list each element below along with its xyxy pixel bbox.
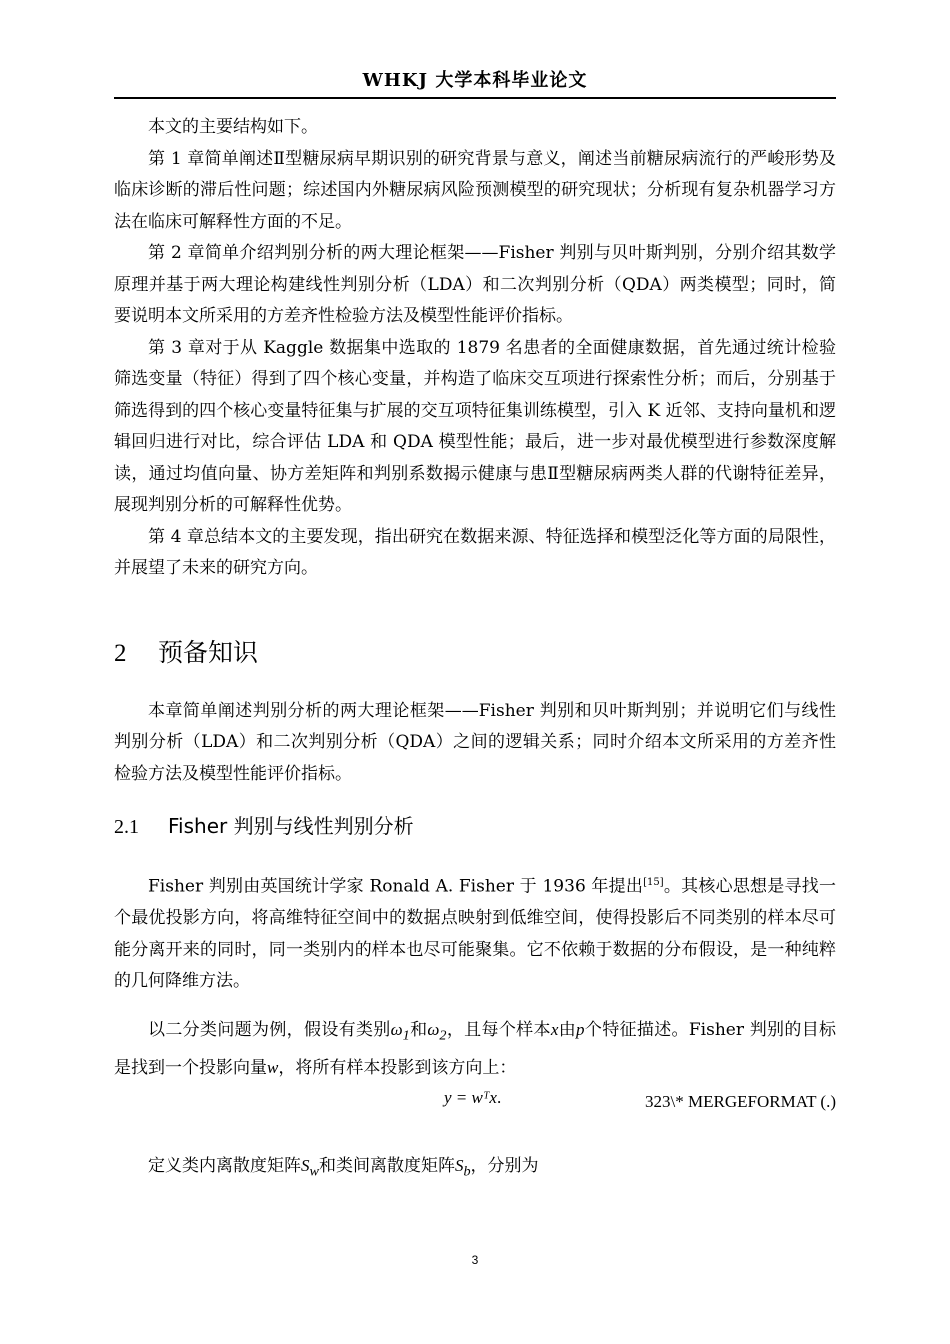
section-2-1-paragraph-3 (114, 1150, 836, 1188)
p2-text-b: 和 (409, 1019, 428, 1040)
omega1-sub: 1 (402, 1027, 410, 1044)
equation-body: y = wᵀx (444, 1088, 497, 1108)
omega2-base: ω (427, 1019, 440, 1039)
p-symbol: p (576, 1019, 585, 1039)
intro-paragraph-1: 第 1 章简单阐述Ⅱ型糖尿病早期识别的研究背景与意义，阐述当前糖尿病流行的严峻形势及临床诊断的滞后性问题；综述国内外糖尿病风险预测模型的研究现状；分析现有复杂机器学习方法在临床可解释性方面的不足。 (114, 148, 836, 232)
page-body (114, 112, 836, 1188)
intro-paragraph-3: 第 3 章对于从 Kaggle 数据集中选取的 1879 名患者的全面健康数据，首先通过统计检验筛选变量（特征）得到了四个核心变量，并构造了临床交互项进行探索性分析；而后，分别基于筛选得到的四个核心变量特征集与扩展的交互项特征集训练模型，引入 K 近邻、支持向量机和逻辑回归进行对比，综合评估 LDA 和 QDA 模型性能；最后，进一步对最优模型进行参数深度解读，通过均值向量、协方差矩阵和判别系数揭示健康与患Ⅱ型糖尿病两类人群的代谢特征差异，展现判别分析的可解释性优势。 (114, 337, 836, 515)
section-2-heading (114, 633, 836, 674)
page-number: 3 (471, 1253, 479, 1267)
w-symbol: w (267, 1057, 279, 1077)
sb-sub: b (463, 1163, 471, 1180)
x-symbol: x (550, 1019, 559, 1039)
sw-sub: w (309, 1163, 319, 1180)
section-2-1-number: 2.1 (114, 816, 139, 838)
section-2-1-title: Fisher 判别与线性判别分析 (168, 814, 414, 838)
sw-base: S (301, 1156, 310, 1176)
p2-text-c: ，且每个样本 (446, 1019, 551, 1040)
p2-text-a: 以二分类问题为例，假设有类别 (148, 1019, 391, 1040)
equation-number: 323\* MERGEFORMAT (.) (645, 1092, 836, 1112)
p1-text-before: Fisher 判别由英国统计学家 Ronald A. Fisher 于 1936 年提出 (148, 876, 644, 897)
omega2-sub: 2 (439, 1027, 447, 1044)
section-2-1-paragraph-2 (114, 1014, 836, 1084)
section-2-paragraph: 本章简单阐述判别分析的两大理论框架——Fisher 判别和贝叶斯判别；并说明它们与线性判别分析（LDA）和二次判别分析（QDA）之间的逻辑关系；同时介绍本文所采用的方差齐性检验方法及模型性能评价指标。 (114, 700, 836, 784)
sw-symbol (301, 1156, 319, 1180)
section-2-1-paragraph-1 (114, 867, 836, 998)
p1-text-after: 。其核心思想是寻找一个最优投影方向，将高维特征空间中的数据点映射到低维空间，使得投影后不同类别的样本尽可能分离开来的同时，同一类别内的样本也尽可能聚集。它不依赖于数据的分布假设，是一种纯粹的几何降维方法。 (114, 876, 836, 992)
section-2-number: 2 (114, 639, 127, 667)
section-2-title: 预备知识 (158, 637, 259, 667)
intro-paragraph-2: 第 2 章简单介绍判别分析的两大理论框架——Fisher 判别与贝叶斯判别，分别介绍其数学原理并基于两大理论构建线性判别分析（LDA）和二次判别分析（QDA）两类模型；同时，简要说明本文所采用的方差齐性检验方法及模型性能评价指标。 (114, 243, 836, 326)
p2-text-e: 个特征描述。Fisher 判别的目标是找到一个投影向量 (114, 1019, 837, 1078)
intro-paragraph-4: 第 4 章总结本文的主要发现，指出研究在数据来源、特征选择和模型泛化等方面的局限性，并展望了未来的研究方向。 (114, 526, 836, 578)
omega1-symbol (390, 1019, 410, 1044)
p2-text-f: ，将所有样本投影到该方向上： (278, 1057, 517, 1078)
intro-paragraph-0: 本文的主要结构如下。 (148, 117, 318, 137)
sb-symbol (454, 1156, 471, 1180)
p2-text-d: 由 (558, 1019, 577, 1040)
omega2-symbol (427, 1019, 447, 1044)
p3-text-b: 和类间离散度矩阵 (318, 1156, 455, 1177)
citation-15[interactable]: [15] (643, 877, 664, 888)
equation (444, 1088, 501, 1108)
equation-line (114, 1088, 836, 1122)
header-rule (114, 97, 836, 99)
page-header: WHKJ 大学本科毕业论文 (362, 70, 588, 91)
sb-base: S (454, 1156, 464, 1176)
section-2-1-heading (114, 808, 836, 845)
p3-text-c: ，分别为 (470, 1156, 539, 1177)
p3-text-a: 定义类内离散度矩阵 (148, 1156, 301, 1177)
omega1-base: ω (390, 1019, 403, 1039)
equation-period: . (496, 1088, 502, 1108)
